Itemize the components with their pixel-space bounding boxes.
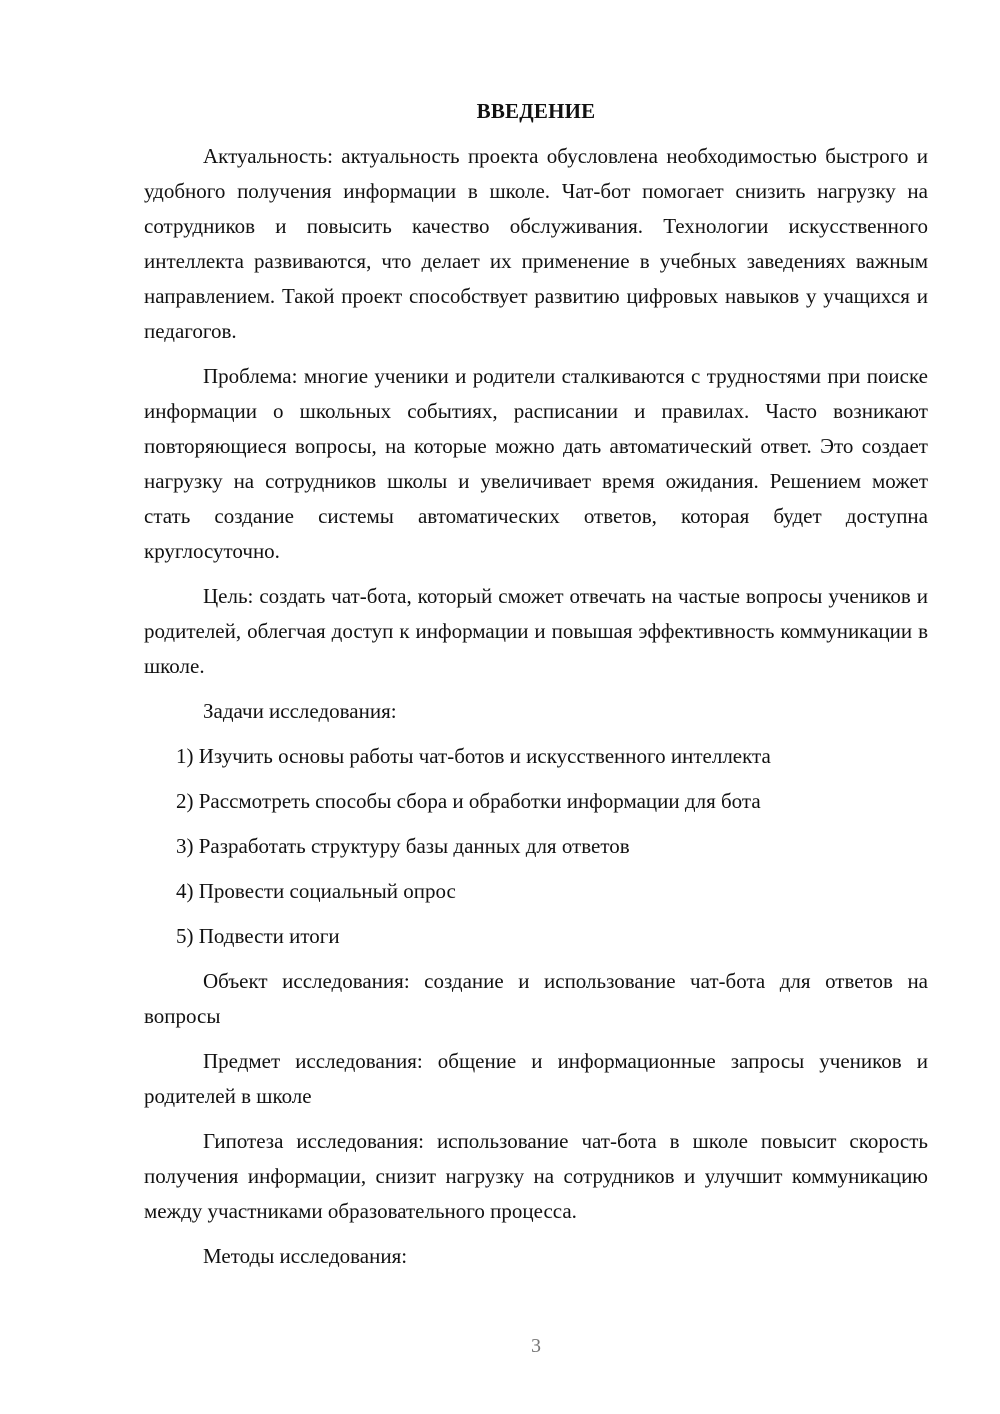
section-title: ВВЕДЕНИЕ [476,99,596,123]
task-item: 4) Провести социальный опрос [176,879,456,903]
task-item: 3) Разработать структуру базы данных для ответов [176,834,630,858]
methods-heading: Методы исследования: [203,1244,408,1268]
paragraph-subject: Предмет исследования: общение и информационные запросы учеников и родителей в школе [144,1049,928,1108]
tasks-heading: Задачи исследования: [203,699,397,723]
page-content [144,96,928,1284]
paragraph-object: Объект исследования: создание и использование чат-бота для ответов на вопросы [144,969,928,1028]
task-item: 1) Изучить основы работы чат-ботов и искусственного интеллекта [176,744,771,768]
task-item: 2) Рассмотреть способы сбора и обработки информации для бота [176,789,761,813]
tasks-list [144,739,928,954]
task-item: 5) Подвести итоги [176,924,340,948]
paragraph-goal: Цель: создать чат-бота, который сможет отвечать на частые вопросы учеников и родителей, облегчая доступ к информации и повышая эффективность коммуникации в школе. [144,584,928,678]
paragraph-relevance: Актуальность: актуальность проекта обусловлена необходимостью быстрого и удобного получения информации в школе. Чат-бот помогает снизить нагрузку на сотрудников и повысить качество обслуживания. Технологии искусственного интеллекта развиваются, что делает их применение в учебных заведениях важным направлением. Такой проект способствует развитию цифровых навыков у учащихся и педагогов. [144,144,928,343]
page-number: 3 [531,1335,541,1357]
paragraph-problem: Проблема: многие ученики и родители сталкиваются с трудностями при поиске информации о школьных событиях, расписании и правилах. Часто возникают повторяющиеся вопросы, на которые можно дать автоматический ответ. Это создает нагрузку на сотрудников школы и увеличивает время ожидания. Решением может стать создание системы автоматических ответов, которая будет доступна круглосуточно. [144,364,928,563]
paragraph-hypothesis: Гипотеза исследования: использование чат-бота в школе повысит скорость получения информации, снизит нагрузку на сотрудников и улучшит коммуникацию между участниками образовательного процесса. [144,1129,928,1223]
